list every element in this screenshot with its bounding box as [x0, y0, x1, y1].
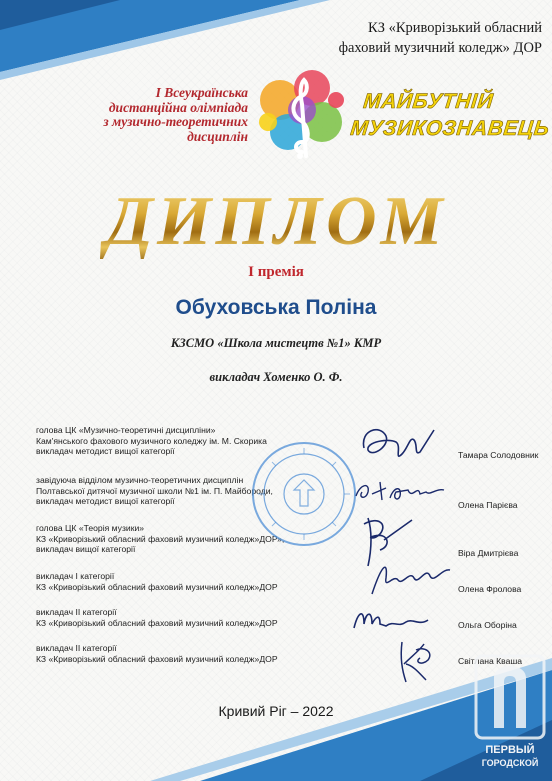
- jury-entry-3: [36, 523, 284, 555]
- school-name: КЗСМО «Школа мистецтв №1» КМР: [170, 336, 382, 350]
- jury-name-3: Віра Дмитрієва: [458, 548, 519, 558]
- organization-header: [339, 18, 542, 58]
- watermark-line-2: ГОРОДСКОЙ: [481, 758, 539, 768]
- jury-role: викладач I категорії: [36, 571, 115, 581]
- jury-org: КЗ «Криворізький обласний фаховий музичний коледж»ДОР: [36, 653, 278, 664]
- signature-6-icon: [390, 636, 440, 688]
- jury-name-1: Тамара Солодовник: [458, 450, 539, 460]
- jury-entry-4: [36, 571, 278, 592]
- org-line-2: фаховий музичний коледж» ДОР: [338, 40, 542, 56]
- olympiad-line-2: дистанційна олімпіада: [108, 99, 248, 115]
- olympiad-title: [28, 86, 248, 144]
- olympiad-line-1: I Всеукраїнська: [155, 85, 248, 100]
- jury-rank: викладач вищої категорії: [36, 544, 136, 554]
- olympiad-line-4: дисциплін: [187, 128, 248, 144]
- jury-rank: викладач методист вищої категорії: [36, 446, 175, 456]
- seal-stamp-icon: [250, 440, 358, 548]
- jury-entry-2: [36, 475, 273, 507]
- jury-org: КЗ «Криворізький обласний фаховий музичний коледж»ДОР»,: [36, 533, 285, 544]
- diploma-title: ДИПЛОМ: [0, 180, 552, 264]
- recipient-name: Обуховська Поліна: [175, 296, 377, 319]
- jury-org: КЗ «Криворізький обласний фаховий музичний коледж»ДОР: [36, 581, 278, 592]
- jury-org: Кам'янського фахового музичного коледжу ім. М. Скорика: [36, 435, 267, 446]
- jury-name-2: Олена Парієва: [458, 500, 518, 510]
- prize-label: I премія: [248, 264, 304, 280]
- jury-role: завідуюча відділом музично-теоретичних дисциплін: [36, 475, 244, 485]
- jury-name-6: Світлана Кваша: [458, 656, 523, 666]
- jury-org: КЗ «Криворізький обласний фаховий музичний коледж»ДОР: [36, 617, 278, 628]
- treble-clef-logo-icon: [250, 60, 350, 165]
- jury-role: викладач II категорії: [36, 643, 117, 653]
- signature-1-icon: [358, 418, 438, 468]
- city-year: Кривий Ріг – 2022: [218, 703, 334, 719]
- jury-role: викладач II категорії: [36, 607, 117, 617]
- signature-4-icon: [364, 556, 454, 600]
- jury-org: Полтавської дитячої музичної школи №1 ім. П. Майбороди,: [36, 485, 273, 496]
- jury-rank: викладач методист вищої категорії: [36, 496, 175, 506]
- signature-2-icon: [350, 474, 450, 508]
- jury-entry-5: [36, 607, 278, 628]
- jury-role: голова ЦК «Теорія музики»: [36, 523, 145, 533]
- jury-name-5: Ольга Оборіна: [458, 620, 517, 630]
- jury-entry-1: [36, 425, 267, 457]
- brand-wordmark: [349, 88, 552, 142]
- watermark-line-1: ПЕРВЫЙ: [485, 744, 535, 756]
- jury-name-4: Олена Фролова: [458, 584, 522, 594]
- jury-entry-6: [36, 643, 278, 664]
- brand-line-1: МАЙБУТНІЙ: [362, 90, 495, 113]
- jury-role: голова ЦК «Музично-теоретичні дисципліни»: [36, 425, 216, 435]
- brand-line-2: МУЗИКОЗНАВЕЦЬ: [349, 117, 551, 140]
- org-line-1: КЗ «Криворізький обласний: [368, 20, 542, 36]
- teacher-name: викладач Хоменко О. Ф.: [209, 370, 343, 384]
- olympiad-line-3: з музично-теоретичних: [103, 114, 248, 129]
